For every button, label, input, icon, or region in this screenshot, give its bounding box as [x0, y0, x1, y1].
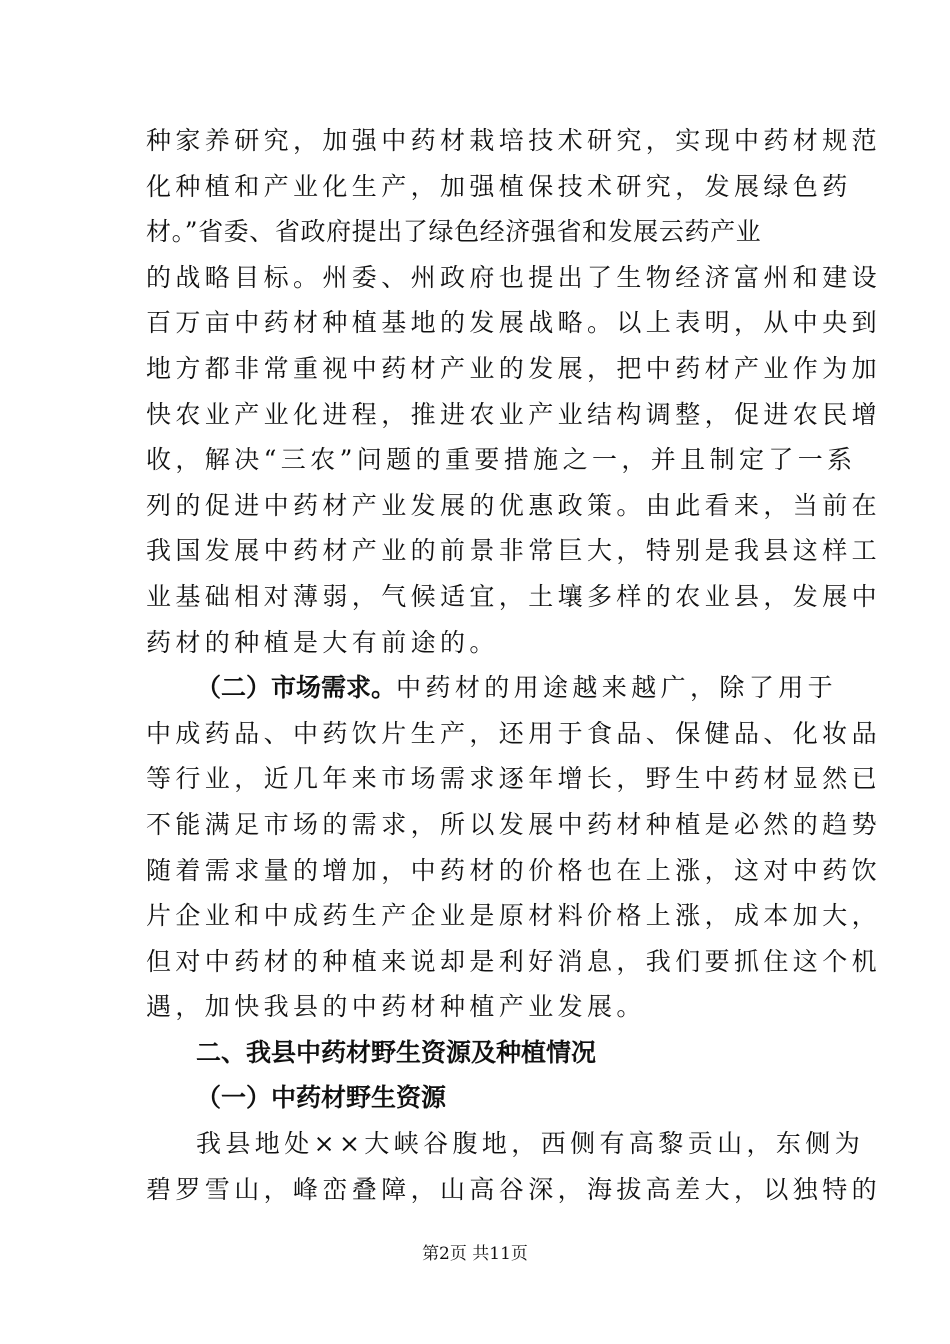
body-line: 但对中药材的种植来说却是利好消息，我们要抓住这个机: [146, 946, 882, 976]
body-line: 遇，加快我县的中药材种植产业发展。: [146, 992, 646, 1022]
body-line: 快农业产业化进程，推进农业产业结构调整，促进农民增: [146, 399, 882, 429]
body-line: 等行业，近几年来市场需求逐年增长，野生中药材显然已: [146, 764, 882, 794]
market-first-line-text: 中药材的用途越来越广，除了用于: [396, 673, 838, 703]
body-line: 种家养研究，加强中药材栽培技术研究，实现中药材规范: [146, 126, 882, 155]
market-heading: （二）市场需求。: [196, 673, 397, 703]
body-line: 片企业和中成药生产企业是原材料价格上涨，成本加大，: [146, 901, 882, 931]
body-line: 的战略目标。州委、州政府也提出了生物经济富州和建设: [146, 262, 882, 292]
body-line: 地方都非常重视中药材产业的发展，把中药材产业作为加: [146, 353, 882, 383]
body-line: 碧罗雪山，峰峦叠障，山高谷深，海拔高差大，以独特的: [146, 1174, 882, 1204]
body-line: 我国发展中药材产业的前景非常巨大，特别是我县这样工: [146, 536, 882, 566]
body-line: 随着需求量的增加，中药材的价格也在上涨，这对中药饮: [146, 855, 882, 885]
market-paragraph-first-line: [146, 665, 838, 711]
body-line: 化种植和产业化生产，加强植保技术研究，发展绿色药: [146, 171, 852, 201]
body-line: 材。”省委、省政府提出了绿色经济强省和发展云药产业: [146, 217, 762, 247]
subsection-one-heading: （一）中药材野生资源: [196, 1083, 447, 1113]
document-body: [146, 118, 882, 1212]
body-line: 不能满足市场的需求，所以发展中药材种植是必然的趋势: [146, 809, 882, 839]
resource-paragraph-first-line: 我县地处××大峡谷腹地，西侧有高黎贡山，东侧为: [196, 1129, 865, 1159]
body-line: 列的促进中药材产业发展的优惠政策。由此看来，当前在: [146, 490, 882, 520]
body-line: 业基础相对薄弱，气候适宜，土壤多样的农业县，发展中: [146, 581, 882, 611]
body-line: 中成药品、中药饮片生产，还用于食品、保健品、化妆品: [146, 718, 882, 748]
page-number-footer: 第2页 共11页: [422, 1244, 528, 1264]
body-line: 百万亩中药材种植基地的发展战略。以上表明，从中央到: [146, 308, 882, 338]
body-line: 药材的种植是大有前途的。: [146, 627, 499, 657]
body-line: 收，解决“三农”问题的重要措施之一，并且制定了一系: [146, 445, 857, 475]
section-two-heading: 二、我县中药材野生资源及种植情况: [196, 1037, 597, 1067]
